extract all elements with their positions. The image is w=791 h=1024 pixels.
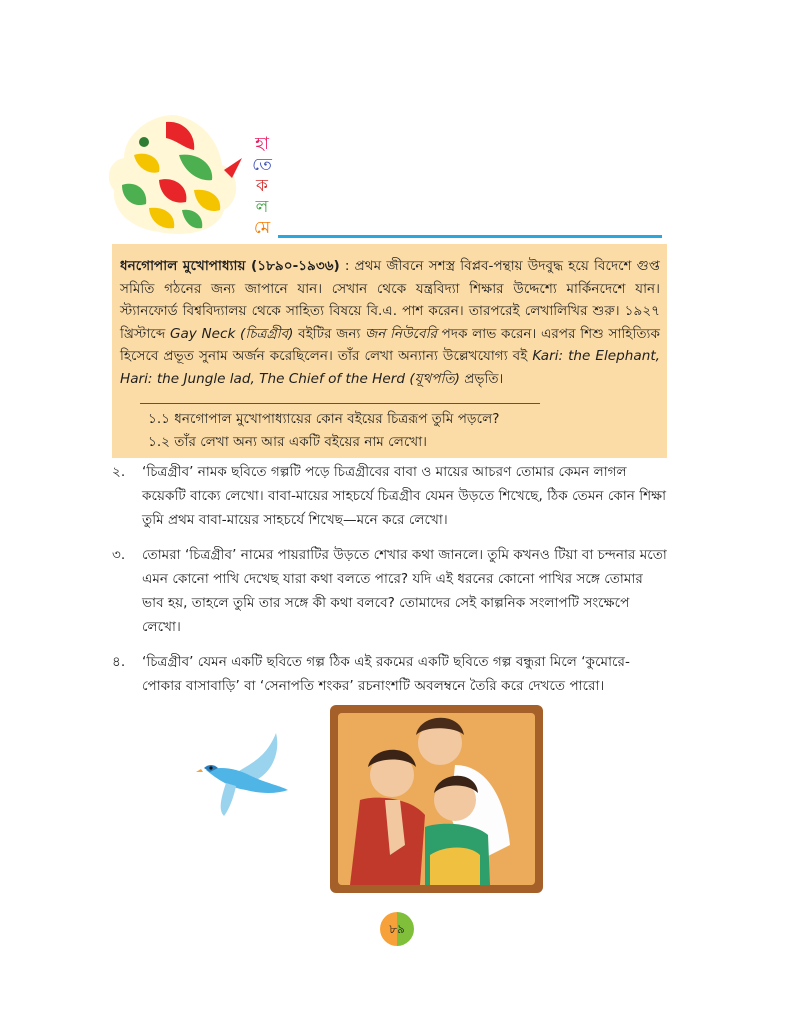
header-divider [278,235,662,238]
subquestion-1: ১.১ ধনগোপাল মুখোপাধ্যায়ের কোন বইয়ের চিত্ররূপ তুমি পড়লে? [148,411,500,427]
book-title-gay-neck: Gay Neck [169,325,236,342]
subquestion-2: ১.২ তাঁর লেখা অন্য আর একটি বইয়ের নাম লেখো। [148,434,428,450]
author-name: ধনগোপাল মুখোপাধ্যায় (১৮৯০-১৯৩৬) [120,258,340,274]
decorative-bird-logo [104,110,244,240]
title-char-3: ক [256,176,268,196]
question-text: ‘চিত্রগ্রীব’ যেমন একটি ছবিতে গল্প ঠিক এই রকমের একটি ছবিতে গল্প বন্ধুরা মিলে ‘কুমোরে-পোকার বাসাবাড়ি’ বা ‘সেনাপতি শংকর’ রচনাংশটি অবলম্বনে তৈরি করে দেখতে পারো। [142,654,630,694]
question-2 [112,460,667,532]
title-char-4: ল [255,197,269,217]
family-illustration [330,705,543,893]
bio-part-2: বইটির জন্য [293,325,366,342]
book-title-bengali: (চিত্রগ্রীব) [240,325,294,342]
page-number: ৮৯ [380,912,414,946]
bio-part-3: পদক লাভ করেন। এরপর শিশু সাহিত্যিক হিসেবে প্রভূত সুনাম অর্জন করেছিলেন। তাঁর লেখা অন্যান্য উল্লেখযোগ্য বই [120,325,660,364]
section-title-vertical [250,134,274,239]
title-char-2: তে [252,155,272,175]
subquestion-divider [140,403,540,404]
question-number: ৩. [112,547,126,563]
question-3 [112,543,667,639]
question-number: ৪. [112,654,126,670]
question-text: ‘চিত্রগ্রীব’ নামক ছবিতে গল্পটি পড়ে চিত্রগ্রীবের বাবা ও মায়ের আচরণ তোমার কেমন লাগল কয়েকটি বাক্যে লেখো। বাবা-মায়ের সাহচর্যে চিত্রগ্রীব যেমন উড়তে শিখেছে, ঠিক তেমন কোন শিক্ষা তুমি প্রথম বাবা-মায়ের সাহচর্যে শিখেছ—মনে করে লেখো। [142,464,667,528]
title-char-1: হা [255,134,269,154]
question-4 [112,650,667,698]
question-text: তোমরা ‘চিত্রগ্রীব’ নামের পায়রাটির উড়তে শেখার কথা জানলে। তুমি কখনও টিয়া বা চন্দনার মতো এমন কোনো পাখি দেখেছ যারা কথা বলতে পারে? যদি এই ধরনের কোনো পাখির সঙ্গে তোমার ভাব হয়, তাহলে তুমি তার সঙ্গে কী কথা বলবে? তোমাদের সেই কাল্পনিক সংলাপটি সংক্ষেপে লেখো। [142,547,667,635]
bio-part-1: : প্রথম জীবনে সশস্ত্র বিপ্লব-পন্থায় উদবুদ্ধ হয়ে বিদেশে গুপ্ত সমিতি গঠনের জন্য জাপানে যান। সেখান থেকে যন্ত্রবিদ্যা শিক্ষার উদ্দেশ্যে মার্কিনদেশে যান। স্ট্যানফোর্ড বিশ্ববিদ্যালয় থেকে সাহিত্য বিষয়ে বি.এ. পাশ করেন। তারপরেই লেখালিখির শুরু। ১৯২৭ খ্রিস্টাব্দে [120,258,660,342]
other-book-bengali: (যূথপতি) [409,370,460,387]
other-books: Kari: the Elephant, Hari: the Jungle lad, The Chief of the Herd [120,348,660,387]
pigeon-illustration [196,728,292,820]
author-bio-text [120,255,660,390]
bio-part-4: প্রভৃতি। [459,370,504,387]
award-name: জন নিউবেরি [365,325,437,342]
title-char-5: মে [253,218,271,238]
question-number: ২. [112,464,126,480]
